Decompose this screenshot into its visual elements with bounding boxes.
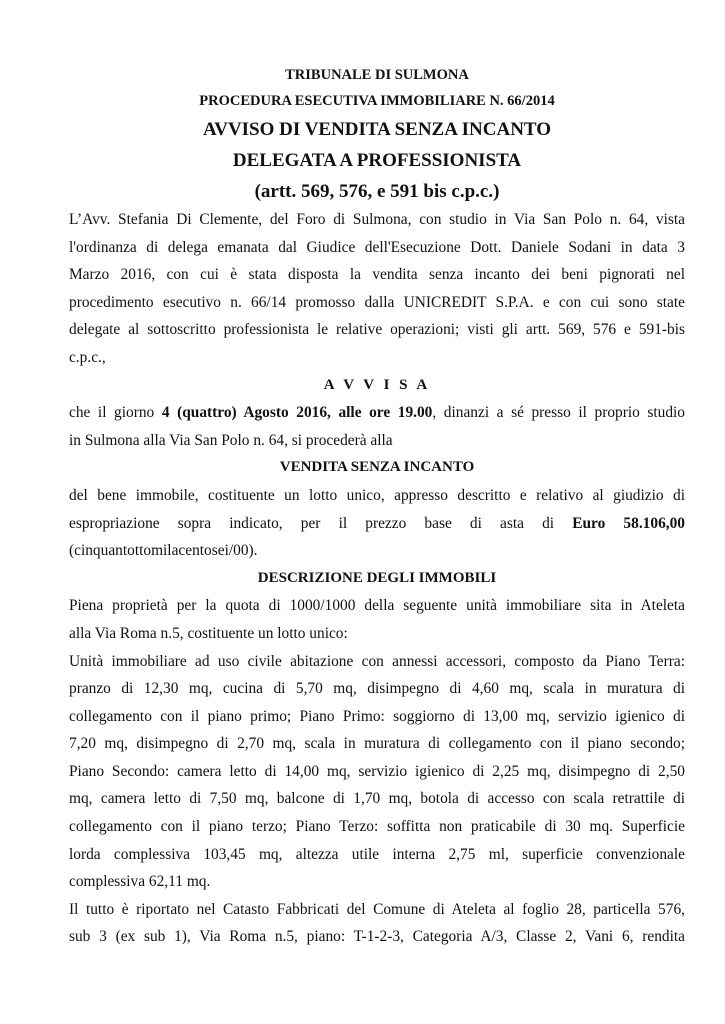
ownership-paragraph — [69, 592, 685, 647]
delegated-title: DELEGATA A PROFESSIONISTA — [232, 150, 522, 171]
procedure-number: PROCEDURA ESECUTIVA IMMOBILIARE N. 66/2014 — [199, 93, 555, 109]
cadastre-paragraph — [69, 896, 685, 951]
sale-paragraph — [69, 482, 685, 565]
date-notice-line: in Sulmona alla Via San Polo n. 64, si procederà alla — [69, 431, 393, 449]
sale-line: del bene immobile, costituente un lotto unico, appresso descritto e relativo al giudizio di — [69, 486, 685, 504]
intro-line: c.p.c., — [69, 348, 106, 366]
intro-line: l'ordinanza di delega emanata dal Giudice dell'Esecuzione Dott. Daniele Sodani in data 3 — [69, 238, 685, 256]
date-notice-prefix: che il giorno — [69, 404, 162, 422]
document-page — [69, 66, 685, 951]
ownership-line: alla Via Roma n.5, costituente un lotto unico: — [69, 624, 348, 642]
articles-reference: (artt. 569, 576, e 591 bis c.p.c.) — [254, 181, 500, 202]
unit-description-line: pranzo di 12,30 mq, cucina di 5,70 mq, disimpegno di 4,60 mq, scala in muratura di — [69, 680, 685, 698]
court-name: TRIBUNALE DI SULMONA — [285, 67, 469, 83]
base-price: Euro 58.106,00 — [572, 514, 685, 532]
unit-description-line: collegamento con il piano terzo; Piano Terzo: soffitta non praticabile di 30 mq. Superficie — [69, 818, 685, 836]
sale-line: (cinquantottomilacentosei/00). — [69, 542, 258, 560]
date-notice-paragraph — [69, 399, 685, 454]
sale-line-prefix: espropriazione sopra indicato, per il prezzo base di asta di — [69, 514, 573, 532]
date-notice-line — [69, 399, 685, 427]
auction-date: 4 (quattro) Agosto 2016, alle ore 19.00 — [161, 404, 433, 422]
unit-description-line: mq, camera letto di 7,50 mq, balcone di 1,70 mq, botola di accesso con scala retrattile di — [69, 790, 685, 808]
ownership-line: Piena proprietà per la quota di 1000/1000 della seguente unità immobiliare sita in Ateleta — [69, 597, 685, 615]
unit-description-line: Unità immobiliare ad uso civile abitazione con annessi accessori, composto da Piano Terra: — [69, 652, 685, 670]
unit-description-line: collegamento con il piano primo; Piano Primo: soggiorno di 13,00 mq, servizio igienico di — [69, 707, 685, 725]
cadastre-line: sub 3 (ex sub 1), Via Roma n.5, piano: T-1-2-3, Categoria A/3, Classe 2, Vani 6, rendita — [69, 928, 685, 946]
unit-description-line: complessiva 62,11 mq. — [69, 873, 211, 891]
intro-line: L’Avv. Stefania Di Clemente, del Foro di Sulmona, con studio in Via San Polo n. 64, vista — [69, 211, 685, 228]
unit-description-line: lorda complessiva 103,45 mq, altezza utile interna 2,75 ml, superficie convenzionale — [69, 845, 685, 863]
intro-line: Marzo 2016, con cui è stata disposta la vendita senza incanto dei beni pignorati nel — [69, 266, 685, 284]
description-heading: DESCRIZIONE DEGLI IMMOBILI — [257, 569, 497, 586]
date-notice-suffix: , dinanzi a sé presso il proprio studio — [432, 404, 686, 422]
cadastre-line: Il tutto è riportato nel Catasto Fabbricati del Comune di Ateleta al foglio 28, particella 576, — [69, 900, 685, 918]
notice-title: AVVISO DI VENDITA SENZA INCANTO — [202, 119, 552, 140]
intro-line: delegate al sottoscritto professionista le relative operazioni; visti gli artt. 569, 576 e 591-bis — [69, 321, 685, 339]
intro-line: procedimento esecutivo n. 66/14 promosso dalla UNICREDIT S.P.A. e con cui sono state — [69, 293, 685, 311]
intro-paragraph — [69, 206, 685, 372]
avvisa-heading: A V V I S A — [323, 376, 431, 393]
unit-description-paragraph — [69, 648, 685, 896]
sale-heading: VENDITA SENZA INCANTO — [279, 459, 475, 476]
unit-description-line: 7,20 mq, disimpegno di 2,70 mq, scala in muratura di collegamento con il piano secondo; — [69, 735, 685, 753]
sale-line — [69, 510, 685, 538]
unit-description-line: Piano Secondo: camera letto di 14,00 mq, servizio igienico di 2,25 mq, disimpegno di 2,50 — [69, 762, 685, 780]
